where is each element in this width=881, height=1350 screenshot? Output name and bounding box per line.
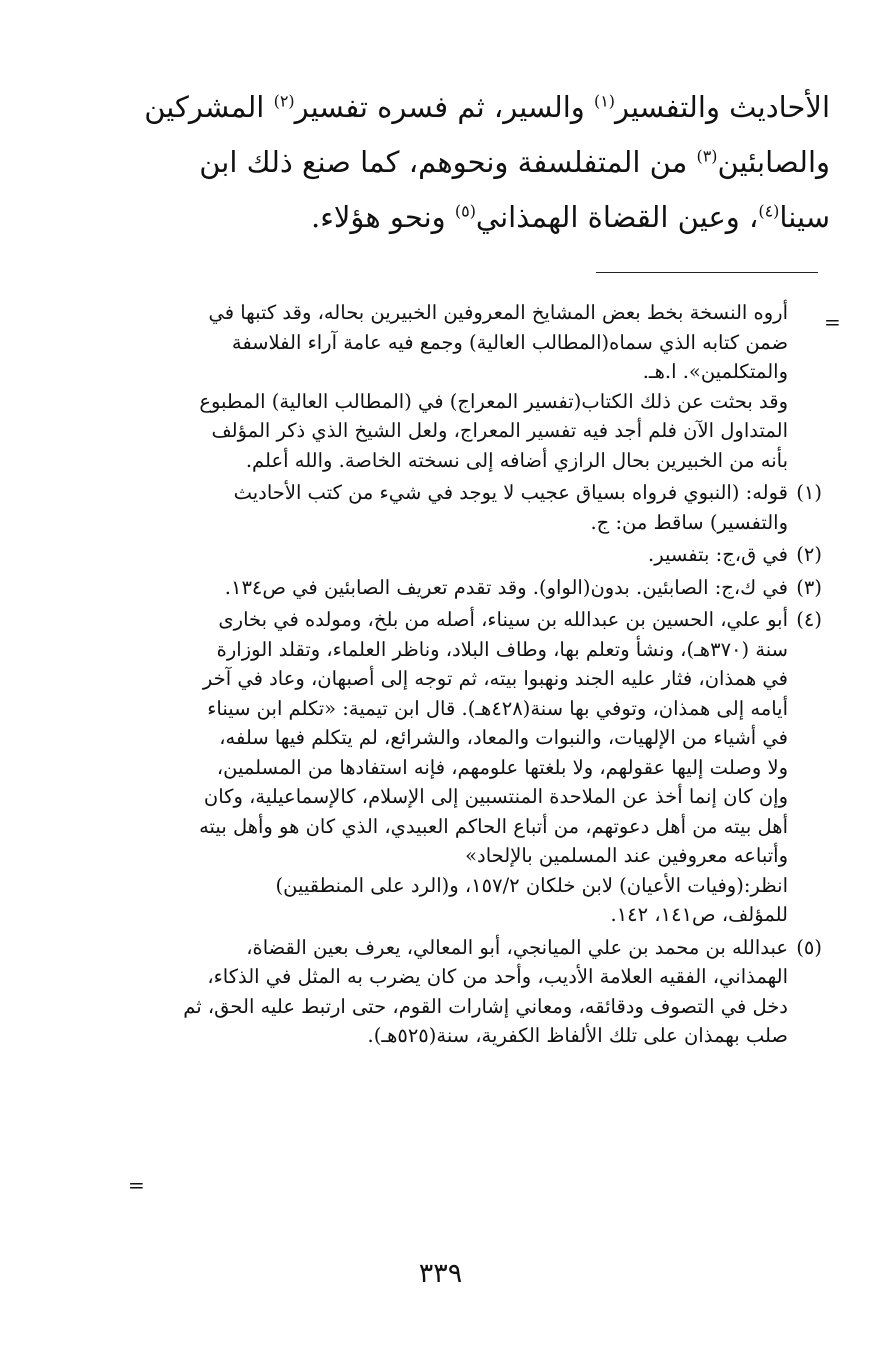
footnote-body <box>150 478 788 537</box>
note-line: ضمن كتابه الذي سماه(المطالب العالية) وجمع فيه عامة آراء الفلاسفة <box>231 330 788 354</box>
note-line: في همذان، فثار عليه الجند ونهبوا بيته، ثم توجه إلى أصبهان، وعاد في آخر <box>202 667 788 690</box>
note-line: في ق،ج: بتفسير. <box>648 543 788 566</box>
footnote-4 <box>150 605 822 930</box>
footnote-ref-2[interactable]: (٢) <box>273 91 295 111</box>
note-line: أهل بيته من أهل دعوتهم، من أتباع الحاكم العبيدي، الذي كان هو وأهل بيته <box>199 814 788 838</box>
note-line: عبدالله بن محمد بن علي الميانجي، أبو المعالي، يعرف بعين القضاة، <box>246 935 788 959</box>
note-line: أيامه إلى همذان، وتوفي بها سنة(٤٢٨هـ). قال ابن تيمية: «تكلم ابن سيناء <box>207 696 788 720</box>
text: من المتفلسفة ونحوهم، كما صنع ذلك ابن <box>199 145 697 179</box>
footnote-number: (٢) <box>796 543 822 566</box>
footnote-separator <box>596 272 818 273</box>
text: والصابئين <box>717 145 830 179</box>
footnote-1 <box>150 478 822 537</box>
note-line: في أشياء من الإلهيات، والنبوات والمعاد، والشرائع، لم يتكلم فيها سلفه، <box>219 726 788 749</box>
note-line: انظر:(وفيات الأعيان) لابن خلكان ١٥٧/٢، و(الرد على المنطقيين) <box>275 873 788 897</box>
footnote-body <box>150 573 788 603</box>
footnote-number: (٤) <box>796 608 822 631</box>
footnote-number: (٣) <box>796 575 822 599</box>
note-line: الهمذاني، الفقيه العلامة الأديب، وأحد من كان يضرب به المثل في الذكاء، <box>207 965 788 988</box>
footnote-5 <box>150 933 822 1051</box>
note-line: قوله: (النبوي فرواه بسياق عجيب لا يوجد في شيء من كتب الأحاديث <box>233 481 788 504</box>
continuation-mark-bottom: = <box>128 1173 145 1197</box>
main-line-3 <box>118 190 830 245</box>
footnote-2 <box>150 540 822 570</box>
page-number: ٣٣٩ <box>418 1258 463 1289</box>
continuation-mark-top: = <box>824 310 841 334</box>
footnote-number: (١) <box>796 481 822 504</box>
note-line: صلب بهمذان على تلك الألفاظ الكفرية، سنة(٥٢٥هـ). <box>367 1024 788 1047</box>
main-line-1 <box>118 80 830 135</box>
note-line: أبو علي، الحسين بن عبدالله بن سيناء، أصله من بلخ، ومولده في بخارى <box>218 608 788 631</box>
continued-footnote <box>150 298 822 475</box>
note-line: وإن كان إنما أخذ عن الملاحدة المنتسبين إلى الإسلام، كالإسماعيلية، وكان <box>203 785 788 808</box>
text: الأحاديث والتفسير <box>615 90 830 124</box>
note-line: ولا وصلت إليها عقولهم، ولا بلغتها علومهم، فإنه استفادها من المسلمين، <box>216 755 788 779</box>
main-line-2 <box>118 135 830 190</box>
text: المشركين <box>144 90 274 124</box>
note-line: وأتباعه معروفين عند المسلمين بالإلحاد» <box>465 844 788 867</box>
footnote-3 <box>150 573 822 603</box>
footnote-body <box>150 933 788 1051</box>
note-line: أروه النسخة بخط بعض المشايخ المعروفين الخبيرين بحاله، وقد كتبها في <box>208 301 788 324</box>
note-line: بأنه من الخبيرين بحال الرازي أضافه إلى نسخته الخاصة. والله أعلم. <box>245 448 788 472</box>
text: ونحو هؤلاء. <box>311 200 455 234</box>
footnote-ref-1[interactable]: (١) <box>594 91 616 111</box>
footnotes-area <box>150 298 822 1051</box>
footnote-ref-4[interactable]: (٤) <box>758 201 780 221</box>
note-line: دخل في التصوف ودقائقه، ومعاني إشارات القوم، حتى ارتبط عليه الحق، ثم <box>183 994 788 1018</box>
text: والسير، ثم فسره تفسير <box>294 90 595 124</box>
footnote-body <box>150 540 788 570</box>
note-line: سنة (٣٧٠هـ)، ونشأ وتعلم بها، وطاف البلاد، وناظر العلماء، وتقلد الوزارة <box>216 637 788 661</box>
footnote-ref-5[interactable]: (٥) <box>454 201 476 221</box>
note-line: في ك،ج: الصابئين. بدون(الواو). وقد تقدم تعريف الصابئين في ص١٣٤. <box>224 575 788 599</box>
note-line: للمؤلف، ص١٤١، ١٤٢. <box>610 903 788 926</box>
footnote-number: (٥) <box>796 935 822 959</box>
note-line: والتفسير) ساقط من: ج. <box>590 510 788 534</box>
note-line: والمتكلمين». ا.هـ. <box>642 360 788 383</box>
note-line: وقد بحثت عن ذلك الكتاب(تفسير المعراج) في (المطالب العالية) المطبوع <box>199 389 788 413</box>
main-text <box>118 80 830 245</box>
footnote-body <box>150 605 788 930</box>
text: سينا <box>779 200 830 234</box>
text: ، وعين القضاة الهمذاني <box>475 200 759 234</box>
note-line: المتداول الآن فلم أجد فيه تفسير المعراج، ولعل الشيخ الذي ذكر المؤلف <box>211 419 788 442</box>
footnote-ref-3[interactable]: (٣) <box>696 146 718 166</box>
